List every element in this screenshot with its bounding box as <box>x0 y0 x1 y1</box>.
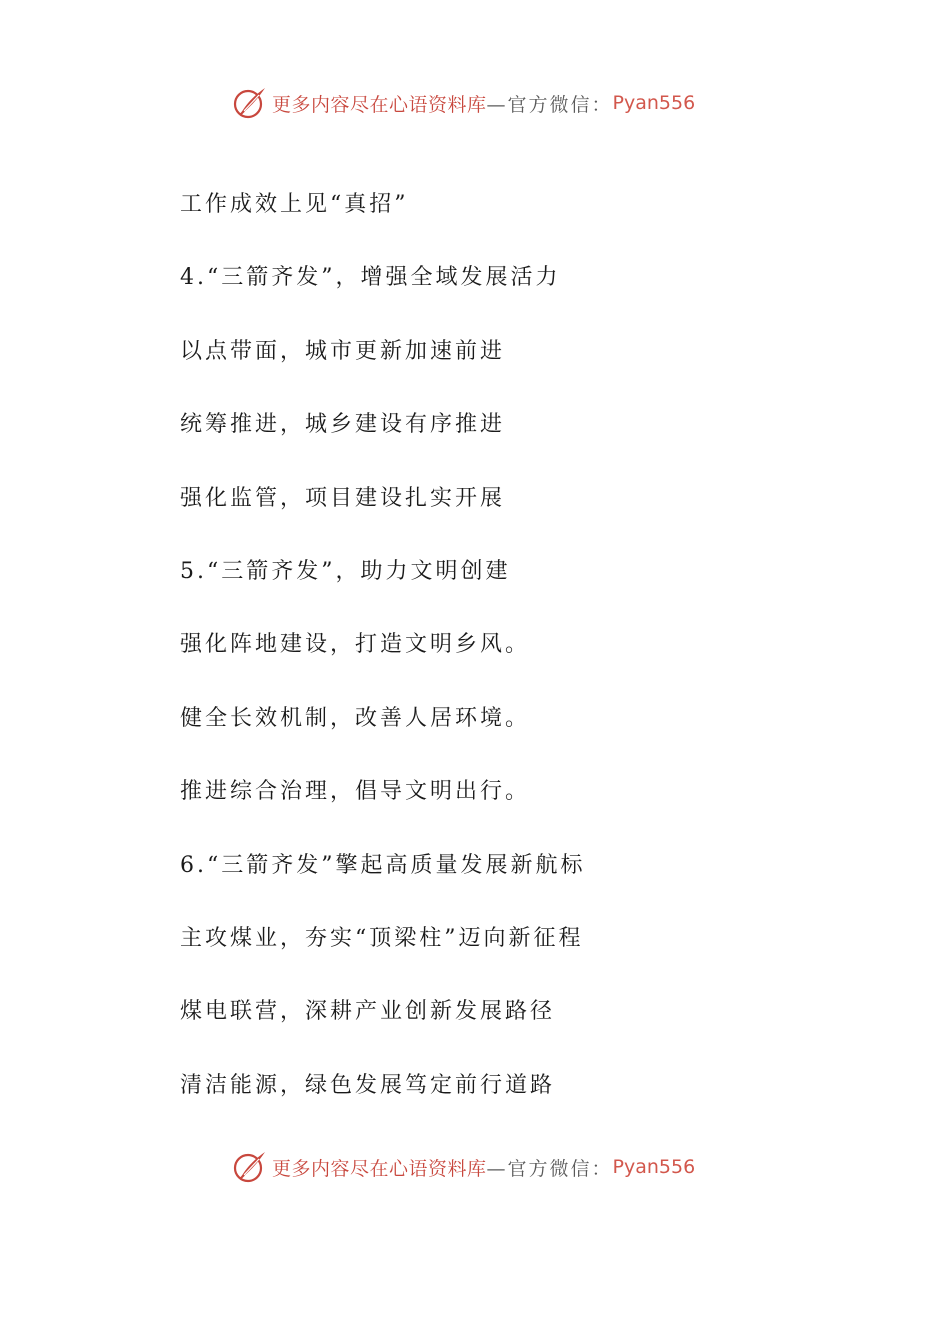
body-line: 强化阵地建设，打造文明乡风。 <box>180 632 531 658</box>
body-line: 以点带面，城市更新加速前进 <box>180 338 506 364</box>
body-line: 主攻煤业，夯实“顶梁柱”迈向新征程 <box>180 925 584 951</box>
watermark-title: 更多内容尽在心语资料库 <box>272 93 487 116</box>
watermark-wechat-label: —官方微信： <box>486 93 613 116</box>
section-heading: 4.“三箭齐发”，增强全域发展活力 <box>180 265 561 291</box>
watermark-wechat-id: Pyan556 <box>612 1156 696 1178</box>
body-line: 统筹推进，城乡建设有序推进 <box>180 412 506 438</box>
body-line: 强化监管，项目建设扎实开展 <box>180 485 506 511</box>
section-heading: 5.“三箭齐发”，助力文明创建 <box>180 558 511 584</box>
quill-pen-logo-icon <box>232 1149 268 1185</box>
document-body <box>180 188 880 1142</box>
watermark-wechat-label: —官方微信： <box>486 1157 613 1180</box>
section-heading: 6.“三箭齐发”擎起高质量发展新航标 <box>180 852 586 878</box>
watermark-title: 更多内容尽在心语资料库 <box>272 1157 487 1180</box>
header-watermark-banner <box>232 85 695 121</box>
body-line: 工作成效上见“真招” <box>180 192 409 217</box>
body-line: 煤电联营，深耕产业创新发展路径 <box>180 999 556 1025</box>
body-line: 清洁能源，绿色发展笃定前行道路 <box>180 1072 556 1098</box>
quill-pen-logo-icon <box>232 85 268 121</box>
body-line: 健全长效机制，改善人居环境。 <box>180 705 531 731</box>
body-line: 推进综合治理，倡导文明出行。 <box>180 779 531 805</box>
footer-watermark-banner <box>232 1149 695 1185</box>
watermark-wechat-id: Pyan556 <box>612 92 696 114</box>
